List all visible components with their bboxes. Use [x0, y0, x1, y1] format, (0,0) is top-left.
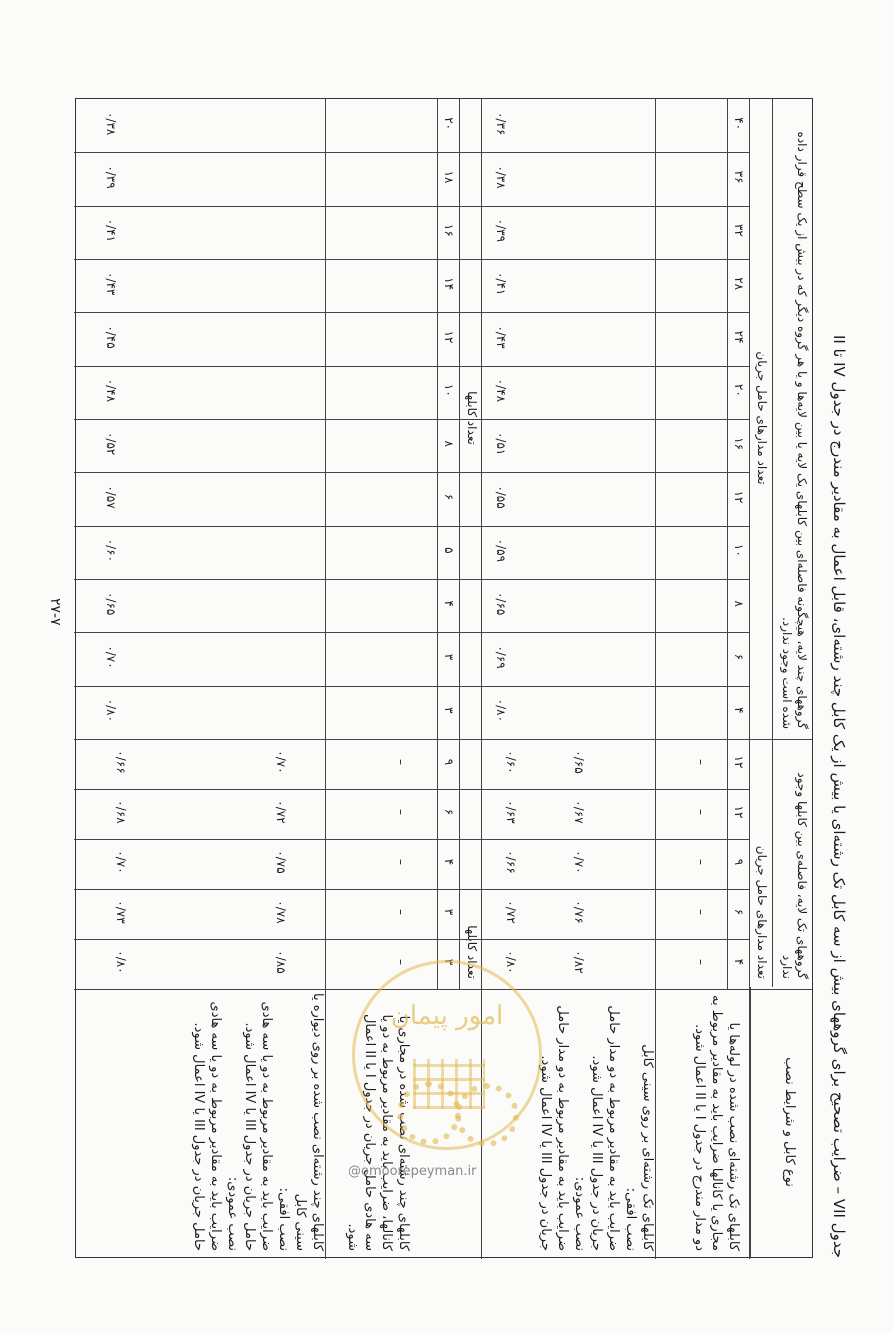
- single-value-cell: ۰/۷۰: [274, 750, 288, 774]
- single-value-cell: –: [394, 959, 408, 965]
- single-circuit-col-header: ۹: [732, 858, 746, 866]
- single-value-cell: –: [694, 909, 708, 915]
- multi-cable-col-header: ۱۸: [442, 170, 456, 184]
- multi-circuit-col-header: ۳۶: [732, 170, 746, 184]
- row-4-condition: [190, 993, 326, 1251]
- multi-cable-col-header: ۳: [442, 707, 456, 714]
- single-value-cell: –: [394, 759, 408, 765]
- multi-value-cell: ۰/۳۹: [104, 165, 118, 189]
- single-value-cell: –: [694, 959, 708, 965]
- row-3-rule: [325, 99, 326, 1259]
- multi-value-cell: ۰/۷۰: [104, 645, 118, 669]
- page-number: ۲۷-۷: [47, 598, 63, 626]
- row-2-vertical-label: نصب عمودی:: [572, 1176, 587, 1251]
- install-header-rule: [749, 989, 750, 1259]
- single-cable-col-header: ۶: [442, 808, 456, 816]
- row-4-title: کابلهای چند رشته‌ای نصب شده بر روی دیواره یا سینی کابل: [293, 992, 325, 1251]
- multi-circuit-col-header: ۱۶: [732, 437, 746, 451]
- multi-circuit-col-header: ۱۰: [732, 543, 746, 557]
- row-1-condition: کابلهای تک رشته‌ای نصب شده در لوله‌ها یا مجاری یا کانالها ضرایب باید به مقادیر مربوط به دو مدار مندرج در جدول I یا II اعمال شود.: [692, 994, 741, 1251]
- single-cable-col-header: ۳: [442, 958, 456, 966]
- single-circuit-col-header: ۴: [732, 958, 746, 966]
- single-value-cell: –: [394, 809, 408, 815]
- multi-value-cell: ۰/۶۰: [104, 538, 118, 563]
- single-value-cell: –: [394, 859, 408, 865]
- multi-cable-col-header: ۱۶: [442, 223, 456, 237]
- row-4-horizontal-text: ضرایب باید به مقادیر مربوط به دو یا سه هادی حامل جریان در جدول III یا IV اعمال شود.: [242, 1001, 274, 1251]
- multi-circuit-col-header: ۱۲: [732, 490, 746, 504]
- multi-value-cell: ۰/۸۰: [494, 698, 508, 723]
- multi-value-cell: ۰/۳۸: [494, 165, 508, 189]
- multi-col-line: [74, 419, 750, 420]
- multi-col-line: [74, 312, 750, 313]
- multi-value-cell: ۰/۵۷: [104, 485, 118, 509]
- multi-col-line: [74, 632, 750, 633]
- single-value-cell: ۰/۷۲: [274, 800, 288, 824]
- multi-value-cell: ۰/۶۵: [104, 591, 118, 616]
- header-install-type: نوع کابل و شرایط نصب: [750, 987, 812, 1257]
- table-title: جدول VII – ضرایب تصحیح برای گروههای بیش از سه کابل تک رشته‌ای یا بیش از یک کابل چند رشته‌ای، قابل اعمال به مقادیر مندرج در جدول IV تا II: [830, 334, 848, 1258]
- header-multi-cables: تعداد کابلها: [465, 391, 479, 445]
- multi-col-line: [74, 472, 750, 473]
- single-value-cell: ۰/۶۷: [572, 800, 586, 824]
- single-cable-col-header: ۹: [442, 758, 456, 766]
- row-1-rule: [655, 99, 656, 1259]
- single-value-cell: ۰/۷۵: [274, 850, 288, 874]
- multi-value-cell: ۰/۳۶: [494, 111, 508, 136]
- single-circuit-col-header: ۱۲: [732, 755, 746, 769]
- multi-cable-col-header: ۴: [442, 600, 456, 607]
- multi-col-line: [74, 686, 750, 687]
- single-value-cell: –: [694, 759, 708, 765]
- multi-value-cell: ۰/۵۵: [494, 485, 508, 509]
- multi-value-cell: ۰/۴۱: [104, 218, 118, 243]
- watermark-logo: [352, 960, 542, 1150]
- multi-circuit-col-header: ۳۲: [732, 223, 746, 237]
- header-single-circuits: تعداد مدارهای حامل جریان: [755, 845, 769, 979]
- multi-cable-col-header: ۶: [442, 493, 456, 501]
- multi-circuit-col-header: ۸: [732, 600, 746, 607]
- multi-value-cell: ۰/۴۱: [494, 271, 508, 296]
- single-col-line: [74, 889, 750, 890]
- single-value-cell: ۰/۶۸: [114, 800, 128, 824]
- single-value-cell: ۰/۷۶: [572, 900, 586, 924]
- multi-value-cell: ۰/۴۸: [494, 378, 508, 403]
- multi-value-cell: ۰/۴۵: [104, 325, 118, 349]
- multi-circuit-col-header: ۲۰: [732, 383, 746, 397]
- multi-cable-col-header: ۲۰: [442, 117, 456, 131]
- multi-cable-col-header: ۱۴: [442, 277, 456, 291]
- multi-cable-col-header: ۵: [442, 547, 456, 554]
- multi-col-line: [74, 579, 750, 580]
- watermark-url: @omoorepeyman.ir: [348, 1164, 477, 1179]
- single-cable-col-header: ۴: [442, 858, 456, 866]
- row-2-condition: [537, 993, 656, 1251]
- single-value-cell: ۰/۶۳: [504, 800, 518, 824]
- multi-col-line: [74, 259, 750, 260]
- header-multi-circuits: تعداد مدارهای حامل جریان: [755, 351, 769, 485]
- header-multi-layer: گروههای چند لایه، هیچگونه فاصله‌ای بین کابلهای یک لایه یا بین لایه‌ها و یا هر گروه دیگر که در بیش از یک سطح قرار داده شده است وجود ندارد.: [772, 99, 812, 737]
- multi-value-cell: ۰/۵۹: [494, 538, 508, 563]
- multi-col-line: [74, 152, 750, 153]
- single-value-cell: ۰/۸۰: [114, 950, 128, 974]
- row-3-condition: کابلهای چند رشته‌ای نصب شده در مجاری یا کانالها، ضرایب باید به مقادیر مربوط به دو یا سه هادی حامل جریان در جدول I یا II اعمال شود.: [345, 1013, 411, 1251]
- single-col-line: [74, 789, 750, 790]
- multi-value-cell: ۰/۳۹: [494, 218, 508, 243]
- single-circuit-col-header: ۶: [732, 908, 746, 916]
- multi-value-cell: ۰/۶۵: [494, 591, 508, 616]
- row-4-vertical-label: نصب عمودی:: [225, 1176, 240, 1251]
- single-col-line: [74, 839, 750, 840]
- multi-cable-col-header: ۳: [442, 653, 456, 661]
- watermark-logo-text: امور پیمان: [390, 1001, 504, 1031]
- single-value-cell: ۰/۶۰: [504, 750, 518, 774]
- multi-col-line: [74, 206, 750, 207]
- single-value-cell: ۰/۷۲: [504, 900, 518, 924]
- single-value-cell: ۰/۶۶: [114, 750, 128, 774]
- multi-circuit-col-header: ۲۸: [732, 277, 746, 291]
- single-value-cell: ۰/۸۵: [274, 950, 288, 974]
- multi-value-cell: ۰/۵۲: [104, 431, 118, 456]
- multi-value-cell: ۰/۸۰: [104, 698, 118, 723]
- single-value-cell: –: [394, 909, 408, 915]
- multi-col-line: [74, 526, 750, 527]
- row-2-horizontal-label: نصب افقی:: [623, 1187, 638, 1251]
- multi-cable-col-header: ۱۲: [442, 330, 456, 344]
- multi-circuit-col-header: ۲۴: [732, 330, 746, 344]
- multi-circuit-col-header: ۴۰: [732, 117, 746, 131]
- header-single-layer: گروههای تک لایه، فاصله‌ی بین کابلها وجود ندارد: [772, 737, 812, 987]
- multi-value-cell: ۰/۳۸: [104, 111, 118, 136]
- single-value-cell: ۰/۸۲: [572, 950, 586, 974]
- row-2-vertical-text: ضرایب باید به مقادیر مربوط به دو مدار حامل جریان در جدول III یا IV اعمال شود.: [538, 1005, 570, 1251]
- multi-value-cell: ۰/۴۳: [104, 271, 118, 296]
- single-col-line: [74, 939, 750, 940]
- multi-circuit-col-header: ۶: [732, 653, 746, 661]
- multi-cable-col-header: ۸: [442, 440, 456, 447]
- row-2-horizontal-text: ضرایب باید به مقادیر مربوط به دو مدار حامل جریان در جدول III یا IV اعمال شود.: [589, 1005, 621, 1251]
- single-value-cell: ۰/۷۳: [114, 900, 128, 924]
- single-value-cell: –: [694, 809, 708, 815]
- row-4-vertical-text: ضرایب باید به مقادیر مربوط به دو یا سه هادی حامل جریان در جدول III یا IV اعمال شود.: [191, 1001, 223, 1251]
- single-value-cell: ۰/۷۸: [274, 900, 288, 924]
- single-value-cell: ۰/۶۶: [504, 850, 518, 874]
- single-value-cell: ۰/۸۰: [504, 950, 518, 974]
- single-cable-col-header: ۳: [442, 908, 456, 916]
- row-2-title: کابلهای تک رشته‌ای بر روی سینی کابل: [640, 1044, 655, 1251]
- multi-value-cell: ۰/۶۹: [494, 645, 508, 669]
- multi-value-cell: ۰/۴۳: [494, 325, 508, 349]
- single-value-cell: ۰/۷۰: [114, 850, 128, 874]
- header-single-cables: تعداد کابلها: [465, 925, 479, 979]
- grid-icon: [413, 1059, 485, 1109]
- multi-circuit-col-header: ۴: [732, 707, 746, 714]
- single-value-cell: –: [694, 859, 708, 865]
- multi-value-cell: ۰/۵۱: [494, 431, 508, 456]
- multi-value-cell: ۰/۴۸: [104, 378, 118, 403]
- single-circuit-col-header: ۱۲: [732, 805, 746, 819]
- multi-col-line: [74, 366, 750, 367]
- row-4-horizontal-label: نصب افقی:: [276, 1187, 291, 1251]
- single-value-cell: ۰/۶۵: [572, 750, 586, 774]
- single-value-cell: ۰/۷۰: [572, 850, 586, 874]
- multi-cable-col-header: ۱۰: [442, 383, 456, 397]
